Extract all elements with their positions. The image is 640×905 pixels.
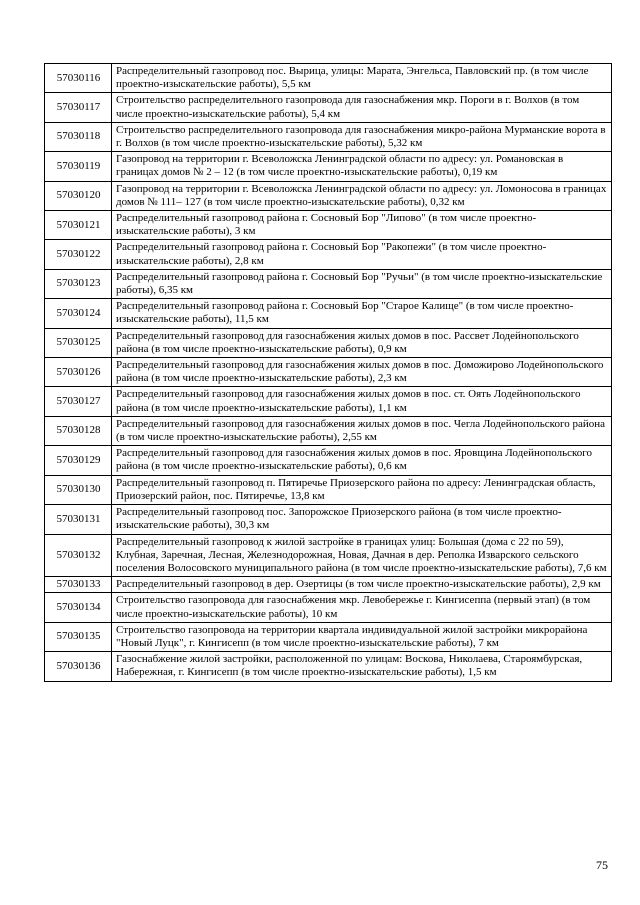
row-description: Распределительный газопровод района г. Сосновый Бор "Липово" (в том числе проектно-изыскательские работы), 3 км: [112, 211, 612, 240]
page-number: 75: [596, 858, 608, 872]
row-description: Распределительный газопровод п. Пятиречье Приозерского района по адресу: Ленинградская область, Приозерский район, пос. Пятиречье, 13,8 км: [112, 475, 612, 504]
table-row: [45, 505, 612, 534]
row-description: Распределительный газопровод пос. Запорожское Приозерского района (в том числе проектно-изыскательские работы), 30,3 км: [112, 505, 612, 534]
row-description: Газопровод на территории г. Всеволожска Ленинградской области по адресу: ул. Романовская в границах домов № 2 – 12 (в том числе проектно-изыскательские работы), 0,19 км: [112, 152, 612, 181]
table-row: [45, 652, 612, 681]
table-row: [45, 299, 612, 328]
table-row: [45, 387, 612, 416]
row-description: Распределительный газопровод района г. Сосновый Бор "Ручьи" (в том числе проектно-изыскательские работы), 6,35 км: [112, 269, 612, 298]
table-row: [45, 240, 612, 269]
row-description: Распределительный газопровод для газоснабжения жилых домов в пос. Рассвет Лодейнопольского района (в том числе проектно-изыскательские работы), 0,9 км: [112, 328, 612, 357]
row-code: 57030116: [45, 64, 112, 93]
row-description: Распределительный газопровод для газоснабжения жилых домов в пос. ст. Оять Лодейнопольского района (в том числе проектно-изыскательские работы), 1,1 км: [112, 387, 612, 416]
row-description: Распределительный газопровод района г. Сосновый Бор "Старое Калище" (в том числе проектно-изыскательские работы), 11,5 км: [112, 299, 612, 328]
projects-table-body: [45, 64, 612, 682]
table-row: [45, 211, 612, 240]
row-code: 57030121: [45, 211, 112, 240]
row-description: Газоснабжение жилой застройки, расположенной по улицам: Воскова, Николаева, Староямбурская, Набережная, г. Кингисепп (в том числе проектно-изыскательские работы), 1,5 км: [112, 652, 612, 681]
row-description: Строительство газопровода для газоснабжения мкр. Левобережье г. Кингисеппа (первый этап) (в том числе проектно-изыскательские работы), 10 км: [112, 593, 612, 622]
row-code: 57030127: [45, 387, 112, 416]
table-row: [45, 328, 612, 357]
row-description: Распределительный газопровод пос. Вырица, улицы: Марата, Энгельса, Павловский пр. (в том числе проектно-изыскательские работы), 5,5 км: [112, 64, 612, 93]
row-code: 57030133: [45, 577, 112, 593]
table-row: [45, 622, 612, 651]
row-code: 57030128: [45, 416, 112, 445]
row-description: Распределительный газопровод для газоснабжения жилых домов в пос. Яровщина Лодейнопольского района (в том числе проектно-изыскательские работы), 0,6 км: [112, 446, 612, 475]
table-row: [45, 358, 612, 387]
row-code: 57030124: [45, 299, 112, 328]
row-description: Распределительный газопровод для газоснабжения жилых домов в пос. Доможирово Лодейнопольского района (в том числе проектно-изыскательские работы), 2,3 км: [112, 358, 612, 387]
table-row: [45, 152, 612, 181]
row-code: 57030131: [45, 505, 112, 534]
row-description: Распределительный газопровод к жилой застройке в границах улиц: Большая (дома с 22 по 59), Клубная, Заречная, Лесная, Железнодорожная, Новая, Дачная в дер. Реполка Изварского сельского поселения Волосовского муниципального района (в том числе проектно-изыскательские работы), 7,6 км: [112, 534, 612, 577]
table-row: [45, 416, 612, 445]
row-description: Газопровод на территории г. Всеволожска Ленинградской области по адресу: ул. Ломоносова в границах домов № 111– 127 (в том числе проектно-изыскательские работы), 0,32 км: [112, 181, 612, 210]
row-code: 57030118: [45, 122, 112, 151]
row-code: 57030134: [45, 593, 112, 622]
row-code: 57030122: [45, 240, 112, 269]
row-description: Распределительный газопровод района г. Сосновый Бор "Ракопежи" (в том числе проектно-изыскательские работы), 2,8 км: [112, 240, 612, 269]
row-code: 57030117: [45, 93, 112, 122]
table-row: [45, 593, 612, 622]
row-code: 57030123: [45, 269, 112, 298]
row-code: 57030130: [45, 475, 112, 504]
row-description: Строительство распределительного газопровода для газоснабжения мкр. Пороги в г. Волхов (в том числе проектно-изыскательские работы), 5,4 км: [112, 93, 612, 122]
table-row: [45, 534, 612, 577]
row-code: 57030129: [45, 446, 112, 475]
table-row: [45, 475, 612, 504]
row-description: Распределительный газопровод для газоснабжения жилых домов в пос. Чегла Лодейнопольского района (в том числе проектно-изыскательские работы), 2,55 км: [112, 416, 612, 445]
row-description: Распределительный газопровод в дер. Озертицы (в том числе проектно-изыскательские работы), 2,9 км: [112, 577, 612, 593]
projects-table: [44, 63, 612, 682]
row-code: 57030135: [45, 622, 112, 651]
table-row: [45, 122, 612, 151]
row-code: 57030126: [45, 358, 112, 387]
row-code: 57030125: [45, 328, 112, 357]
row-code: 57030132: [45, 534, 112, 577]
row-code: 57030120: [45, 181, 112, 210]
table-row: [45, 446, 612, 475]
table-row: [45, 577, 612, 593]
table-row: [45, 64, 612, 93]
row-description: Строительство газопровода на территории квартала индивидуальной жилой застройки микрорайона "Новый Луцк", г. Кингисепп (в том числе проектно-изыскательские работы), 7 км: [112, 622, 612, 651]
table-row: [45, 269, 612, 298]
row-description: Строительство распределительного газопровода для газоснабжения микро-района Мурманские ворота в г. Волхов (в том числе проектно-изыскательские работы), 5,32 км: [112, 122, 612, 151]
row-code: 57030136: [45, 652, 112, 681]
row-code: 57030119: [45, 152, 112, 181]
table-row: [45, 181, 612, 210]
table-row: [45, 93, 612, 122]
